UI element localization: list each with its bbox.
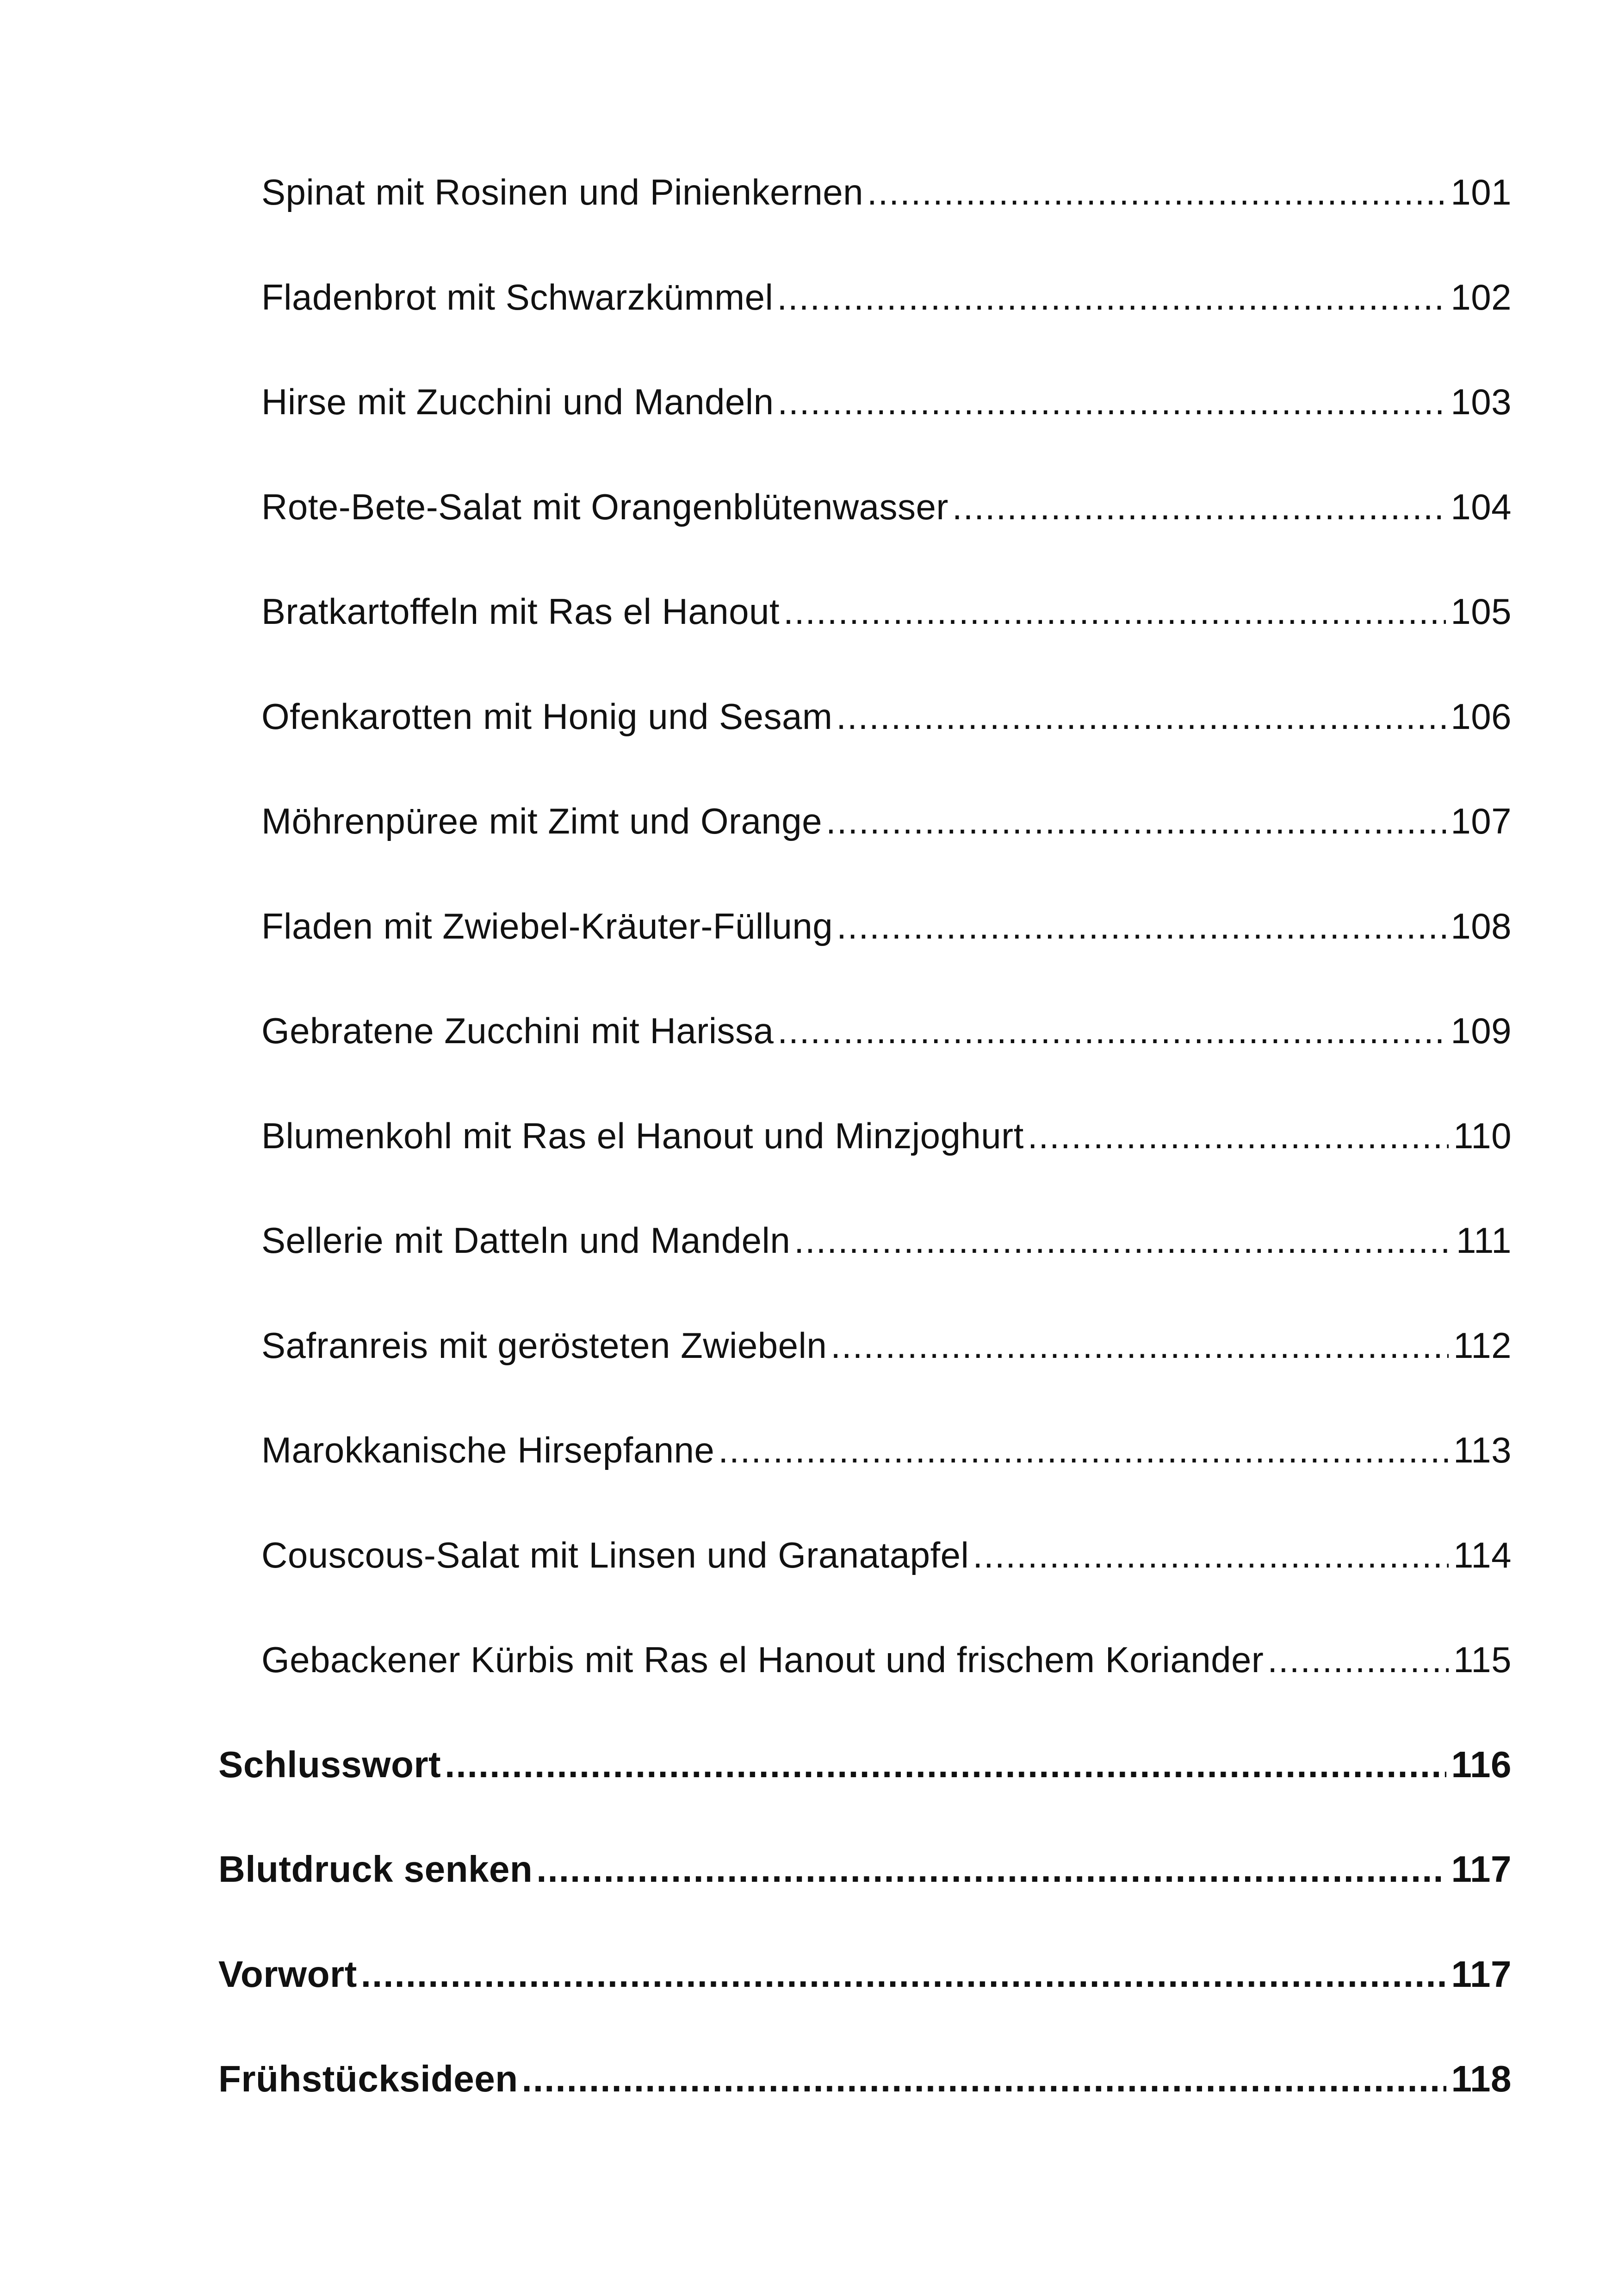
toc-section-entry[interactable] — [261, 1422, 1512, 1478]
toc-page-number: 114 — [1453, 1535, 1512, 1575]
toc-entry-title: Blutdruck senken — [218, 1848, 533, 1890]
toc-section-entry[interactable] — [261, 1108, 1512, 1164]
toc-entry-title: Möhrenpüree mit Zimt und Orange — [261, 801, 823, 841]
toc-dot-leader — [867, 164, 1446, 220]
toc-section-entry[interactable] — [261, 1527, 1512, 1583]
toc-page-number: 117 — [1451, 1954, 1512, 1995]
toc-dot-leader — [522, 2051, 1447, 2107]
toc-dot-leader — [973, 1527, 1449, 1583]
toc-page-number: 111 — [1456, 1220, 1512, 1261]
toc-chapter-entry[interactable] — [218, 1947, 1512, 2002]
toc-dot-leader — [826, 793, 1446, 849]
toc-page-number: 107 — [1451, 801, 1512, 841]
toc-section-entry[interactable] — [261, 479, 1512, 535]
toc-entry-title: Bratkartoffeln mit Ras el Hanout — [261, 591, 780, 632]
toc-dot-leader — [952, 479, 1446, 535]
toc-page-number: 101 — [1451, 172, 1512, 212]
toc-entry-title: Frühstücksideen — [218, 2058, 518, 2099]
toc-section-entry[interactable] — [261, 164, 1512, 220]
toc-section-entry[interactable] — [261, 1318, 1512, 1373]
toc-entry-title: Hirse mit Zucchini und Mandeln — [261, 381, 774, 422]
toc-section-entry[interactable] — [261, 1213, 1512, 1268]
toc-entry-title: Sellerie mit Datteln und Mandeln — [261, 1220, 791, 1261]
toc-page-number: 108 — [1451, 906, 1512, 946]
toc-dot-leader — [837, 898, 1446, 954]
toc-dot-leader — [777, 269, 1446, 325]
toc-section-entry[interactable] — [261, 689, 1512, 744]
toc-dot-leader — [777, 374, 1446, 429]
toc-section-entry[interactable] — [261, 1632, 1512, 1687]
toc-dot-leader — [777, 1003, 1446, 1058]
toc-entry-title: Ofenkarotten mit Honig und Sesam — [261, 696, 833, 737]
toc-dot-leader — [536, 1842, 1446, 1897]
toc-page-number: 109 — [1451, 1010, 1512, 1051]
toc-dot-leader — [783, 584, 1446, 639]
toc-dot-leader — [361, 1947, 1447, 2002]
toc-page-number: 103 — [1451, 381, 1512, 422]
toc-dot-leader — [794, 1213, 1451, 1268]
toc-page-number: 113 — [1453, 1430, 1512, 1470]
toc-entry-title: Marokkanische Hirsepfanne — [261, 1430, 715, 1470]
toc-dot-leader — [831, 1318, 1449, 1373]
toc-dot-leader — [1267, 1632, 1449, 1687]
toc-dot-leader — [445, 1737, 1446, 1792]
toc-entry-title: Fladen mit Zwiebel-Kräuter-Füllung — [261, 906, 833, 946]
toc-entry-title: Schlusswort — [218, 1744, 441, 1785]
toc-chapter-entry[interactable] — [218, 1737, 1512, 1792]
toc-page-number: 106 — [1451, 696, 1512, 737]
toc-section-entry[interactable] — [261, 898, 1512, 954]
toc-entry-title: Blumenkohl mit Ras el Hanout und Minzjoghurt — [261, 1115, 1024, 1156]
toc-entry-title: Vorwort — [218, 1954, 357, 1995]
toc-entry-title: Safranreis mit gerösteten Zwiebeln — [261, 1325, 827, 1366]
toc-page-number: 115 — [1453, 1639, 1512, 1680]
toc-entry-title: Couscous-Salat mit Linsen und Granatapfel — [261, 1535, 969, 1575]
toc-page-number: 112 — [1453, 1325, 1512, 1366]
toc-entry-title: Fladenbrot mit Schwarzkümmel — [261, 277, 774, 317]
toc-section-entry[interactable] — [261, 1003, 1512, 1058]
toc-entry-title: Gebratene Zucchini mit Harissa — [261, 1010, 774, 1051]
toc-section-entry[interactable] — [261, 374, 1512, 429]
toc-entry-title: Spinat mit Rosinen und Pinienkernen — [261, 172, 863, 212]
toc-page-number: 110 — [1453, 1115, 1512, 1156]
toc-page-number: 105 — [1451, 591, 1512, 632]
toc-page-number: 102 — [1451, 277, 1512, 317]
toc-dot-leader — [718, 1422, 1449, 1478]
toc-chapter-entry[interactable] — [218, 1842, 1512, 1897]
toc-page-number: 118 — [1451, 2058, 1512, 2099]
toc-entry-title: Gebackener Kürbis mit Ras el Hanout und frischem Koriander — [261, 1639, 1264, 1680]
toc-entry-title: Rote-Bete-Salat mit Orangenblütenwasser — [261, 486, 948, 527]
toc-page-number: 117 — [1451, 1848, 1512, 1890]
toc-page-number: 104 — [1451, 486, 1512, 527]
toc-dot-leader — [1028, 1108, 1449, 1164]
toc-chapter-entry[interactable] — [218, 2051, 1512, 2107]
toc-section-entry[interactable] — [261, 269, 1512, 325]
toc-section-entry[interactable] — [261, 793, 1512, 849]
toc-dot-leader — [836, 689, 1446, 744]
toc-page-number: 116 — [1451, 1744, 1512, 1785]
toc-section-entry[interactable] — [261, 584, 1512, 639]
